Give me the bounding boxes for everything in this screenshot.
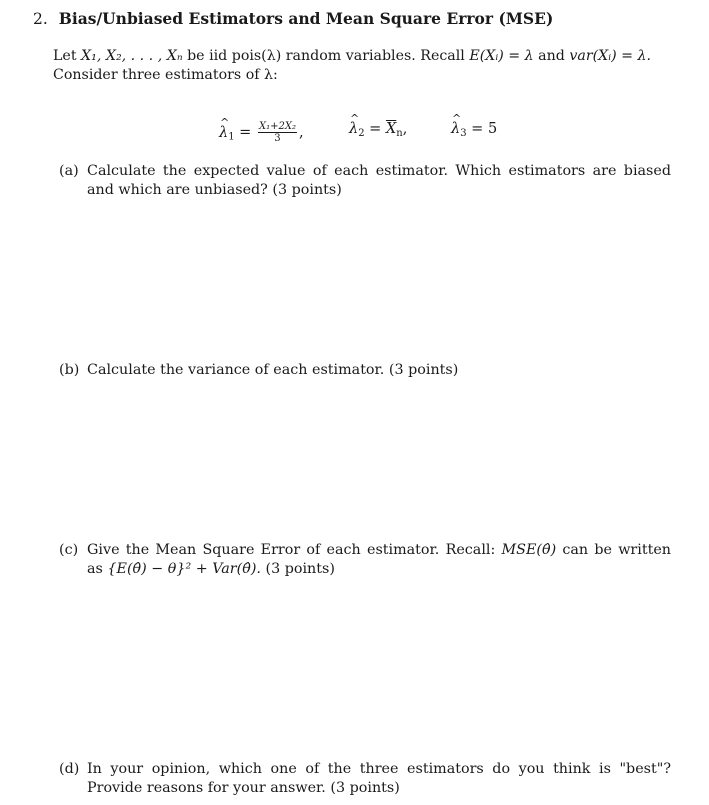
intro-line-2: Consider three estimators of λ: [53,67,278,83]
part-c-text-b: can be written as [87,542,671,577]
estimator-1-fraction [258,121,297,144]
intro-text-a: Let [53,48,82,64]
estimator-2-sub: 2 [358,128,365,139]
estimator-1-denominator: 3 [274,133,281,144]
part-a-text: Calculate the expected value of each estimator. Which estimators are biased and which are unbiased? (3 points) [87,163,671,198]
estimator-2-symbol: ^ λ [349,121,358,137]
part-c-formula: {E(θ̂) − θ}² + Var(θ̂). [107,561,261,577]
part-b-text: Calculate the variance of each estimator. (3 points) [87,362,459,378]
part-c-label: (c) [59,542,79,558]
intro-expectation: E(Xᵢ) = λ [469,48,534,64]
problem-number: 2. [33,10,48,28]
part-d-label: (d) [59,761,80,777]
part-d [59,760,671,798]
intro-line-1 [53,48,651,64]
intro-text-b: be iid pois(λ) random variables. Recall [182,48,470,64]
estimator-1-symbol: ^ λ [219,125,228,141]
part-c-mse: MSE(θ̂) [501,542,557,558]
intro-variance: var(Xᵢ) = λ. [569,48,652,64]
part-c-text [87,541,671,579]
estimator-2-mean: $\overline{X}$ [385,121,397,137]
estimator-1: ^ $\lambda_1$ = $\frac{\text{X₁+2X₂}}{3}$ , [219,121,304,144]
part-b-label: (b) [59,362,80,378]
estimator-1-sub: 1 [228,131,235,143]
problem-title: Bias/Unbiased Estimators and Mean Square Error (MSE) [58,9,554,28]
part-a [59,162,671,200]
estimator-2-mean-sub: n [396,128,403,139]
part-d-text: In your opinion, which one of the three estimators do you think is "best"? Provide reasons for your answer. (3 points) [87,761,671,796]
intro-sequence: X₁, X₂, . . . , Xₙ [81,48,183,64]
estimator-3-value: 5 [487,121,498,137]
intro-text-c: and [533,48,570,64]
part-c [59,541,671,579]
estimator-3-symbol: ^ λ [451,121,460,137]
part-c-text-c: (3 points) [260,561,335,577]
problem-heading [33,9,553,28]
estimator-3-sub: 3 [460,128,467,139]
estimator-1-numerator: X₁+2X₂ [258,121,296,132]
part-a-label: (a) [59,163,79,179]
part-b [59,361,671,380]
estimator-2: ^ $\lambda_2 = \overline{X}_n$, [349,121,407,139]
estimator-3: ^ $\lambda_3 = 5$ [451,121,497,139]
part-c-text-a: Give the Mean Square Error of each estimator. Recall: [87,542,502,558]
